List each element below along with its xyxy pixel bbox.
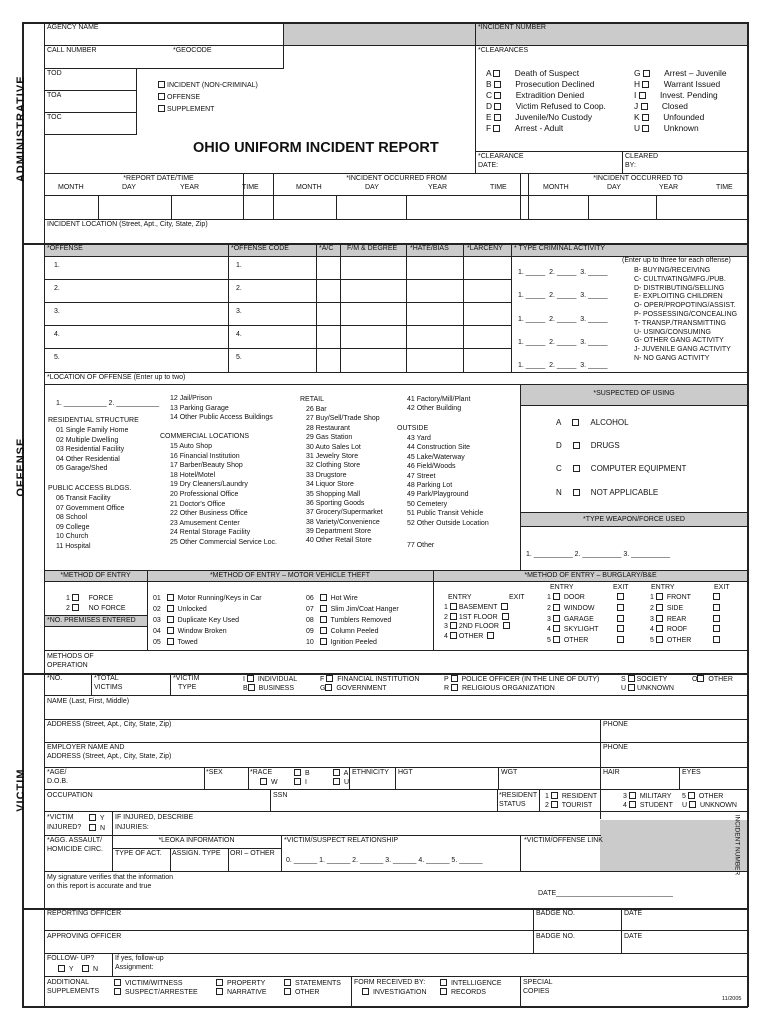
employer-label: EMPLOYER NAME AND [47, 744, 125, 751]
victim-no-label: *NO. [47, 675, 63, 682]
signature-verify-text: My signature verifies that the information [47, 874, 174, 881]
larceny-col-header: *LARCENY [467, 245, 503, 252]
mv-theft-options-right [306, 594, 399, 648]
victim-type-police[interactable]: P POLICE OFFICER (IN THE LINE OF DUTY) [444, 676, 600, 683]
offense-code-row-number: 3. [236, 308, 242, 315]
ethnicity-label: ETHNICITY [352, 769, 389, 776]
race-option-i[interactable]: I [294, 778, 307, 787]
administrative-section-label: ADMINISTRATIVE [14, 75, 27, 183]
mv-option[interactable]: 05 Towed [153, 638, 198, 646]
incident-type-checkbox-noncriminal[interactable]: INCIDENT (NON-CRIMINAL) [158, 81, 258, 90]
public-access-list: 06 Transit Facility 07 Government Office 08 School 09 College 10 Church 11 Hospital [56, 495, 125, 550]
offense-code-row-number: 4. [236, 331, 242, 338]
criminal-slots-row[interactable]: 1. _____ 2. _____ 3. _____ [518, 316, 608, 323]
offense-code-row-number: 1. [236, 262, 242, 269]
homicide-circ-label: HOMICIDE CIRC. [47, 846, 103, 853]
hair-label: HAIR [603, 769, 620, 776]
relationship-slots[interactable]: 0. ______ 1. ______ 2. ______ 3. ______ 4. ______ 5. ______ [286, 857, 483, 864]
victim-phone-label: PHONE [603, 721, 628, 728]
height-label: HGT [398, 769, 413, 776]
to-time-label: TIME [716, 184, 733, 191]
student-option[interactable]: 4 STUDENT [623, 802, 673, 809]
to-year-label: YEAR [659, 184, 679, 191]
fm-degree-col-header: F/M & DEGREE [347, 245, 398, 252]
suspected-option-not-applicable[interactable]: N NOT APPLICABLE [556, 488, 659, 497]
hate-bias-col-header: *HATE/BIAS [410, 245, 449, 252]
supp-other[interactable]: OTHER [284, 988, 319, 997]
criminal-activity-col-header: * TYPE CRIMINAL ACTIVITY [514, 245, 606, 252]
weapon-force-header: *TYPE WEAPON/FORCE USED [583, 516, 685, 523]
received-records[interactable]: RECORDS [440, 988, 486, 997]
methods-of-operation-label: METHODS OF [47, 653, 94, 660]
offense-code-col-header: *OFFENSE CODE [231, 245, 289, 252]
clearance-option[interactable]: C Extradition Denied [486, 90, 585, 101]
clearance-date-label-2: DATE: [478, 162, 499, 169]
mv-option[interactable]: 09 Column Peeled [306, 627, 379, 635]
side-option[interactable]: 3 REAR [650, 615, 687, 623]
cleared-by-label: CLEARED [625, 153, 659, 160]
report-year-label: YEAR [180, 184, 200, 191]
dob-label: D.O.B. [47, 778, 69, 785]
victim-type-label: *VICTIM [173, 675, 200, 682]
to-month-label: MONTH [543, 184, 569, 191]
employer-address-label: ADDRESS (Street, Apt., City, State, Zip) [47, 753, 172, 760]
report-month-label: MONTH [58, 184, 84, 191]
burglary-exit-checkboxes-1 [617, 593, 626, 646]
outside-title: OUTSIDE [397, 425, 429, 432]
criminal-slots-row[interactable]: 1. _____ 2. _____ 3. _____ [518, 362, 608, 369]
to-day-label: DAY [607, 184, 621, 191]
clearance-list-left [486, 69, 606, 136]
signature-verify-text-2: on this report is accurate and true [47, 883, 152, 890]
victim-address-label: ADDRESS (Street, Apt., City, State, Zip) [47, 721, 172, 728]
victim-suspect-relationship-label: *VICTIM/SUSPECT RELATIONSHIP [284, 837, 399, 844]
mv-option[interactable]: 06 Hot Wire [306, 595, 358, 602]
side-option[interactable]: 5 OTHER [650, 637, 692, 645]
toc-label: TOC [47, 114, 62, 121]
clearance-option[interactable]: E Juvenile/No Custody [486, 112, 593, 123]
victim-name-label: NAME (Last, First, Middle) [47, 698, 130, 705]
clearance-option[interactable]: J Closed [634, 101, 688, 112]
point-option[interactable]: 2 WINDOW [547, 604, 595, 612]
mv-option[interactable]: 01 Motor Running/Keys in Car [153, 595, 262, 602]
clearance-option[interactable]: D Victim Refused to Coop. [486, 101, 606, 112]
commercial-list: 15 Auto Shop 16 Financial Institution 17 Barber/Beauty Shop 18 Hotel/Motel 19 Dry Cleaners/Laundry 20 Professional Office 21 Doctor's Office 22 Other Business Office 23 Amusement Center 24 Rental Storage Facility 25 Other Commercial Service Loc. [170, 443, 277, 546]
victim-injured-label-2: INJURED? [47, 824, 82, 831]
agency-name-label: AGENCY NAME [47, 24, 99, 31]
reporting-badge-label: BADGE NO. [536, 910, 575, 917]
victim-type-other[interactable]: O OTHER [692, 676, 733, 683]
race-option-w[interactable]: W [260, 778, 278, 787]
suspected-of-using-header: *SUSPECTED OF USING [593, 390, 675, 397]
reporting-officer-label: REPORTING OFFICER [47, 910, 122, 917]
from-year-label: YEAR [428, 184, 448, 191]
point-option[interactable]: 4 SKYLIGHT [547, 626, 599, 634]
mv-option[interactable]: 03 Duplicate Key Used [153, 616, 240, 624]
point-option[interactable]: 1 DOOR [547, 594, 585, 601]
ori-other-label: ORI – OTHER [230, 850, 275, 857]
injured-no[interactable]: N [89, 824, 105, 833]
burglary-point-options [547, 593, 598, 646]
clearance-option[interactable]: K Unfounded [634, 112, 705, 123]
no-force-option[interactable]: 2 NO FORCE [66, 605, 126, 612]
race-option-b[interactable]: B [294, 769, 310, 778]
burglary-side-options [650, 593, 691, 646]
point-option[interactable]: 3 GARAGE [547, 615, 594, 623]
victim-type-label-2: TYPE [178, 684, 197, 691]
burglary-exit-label-2: EXIT [613, 584, 629, 591]
form-title: OHIO UNIFORM INCIDENT REPORT [193, 140, 439, 156]
clearance-option[interactable]: I Invest. Pending [634, 90, 718, 101]
signature-date-line[interactable]: DATE______________________________ [538, 890, 673, 897]
location-of-offense-header: *LOCATION OF OFFENSE (Enter up to two) [47, 374, 186, 381]
clearance-date-label: *CLEARANCE [478, 153, 524, 160]
received-investigation[interactable]: INVESTIGATION [362, 988, 427, 997]
mv-option[interactable]: 10 Ignition Peeled [306, 638, 377, 646]
offense-section-label: OFFENSE [14, 437, 27, 497]
victim-injured-label: *VICTIM [47, 814, 74, 821]
burglary-entry-header: *METHOD OF ENTRY – BURGLARY/B&E [524, 572, 657, 579]
victim-type-business[interactable]: B BUSINESS [243, 685, 295, 692]
approving-date-label: DATE [624, 933, 643, 940]
retail-list: 26 Bar 27 Buy/Sell/Trade Shop 28 Restaurant 29 Gas Station 30 Auto Sales Lot 31 Jewelry Store 32 Clothing Store 33 Drugstore 34 Liquor Store 35 Shopping Mall 36 Sporting Goods 37 Grocery/Supermarket 38 Variety/Convenience 39 Department Store 40 Other Retail Store [306, 406, 383, 545]
type-of-act-label: TYPE OF ACT. [115, 850, 162, 857]
side-option[interactable]: 2 SIDE [650, 604, 684, 612]
victim-type-individual[interactable]: I INDIVIDUAL [243, 676, 298, 683]
eyes-label: EYES [682, 769, 701, 776]
other-status-option[interactable]: 5 OTHER [682, 793, 724, 800]
exit-checkbox[interactable] [617, 636, 626, 646]
follow-up-label: FOLLOW- UP? [47, 955, 95, 962]
location-codes-12-14: 12 Jail/Prison 13 Parking Garage 14 Other Public Access Buildings [170, 395, 273, 422]
criminal-activity-codes: B- BUYING/RECEIVING C- CULTIVATING/MFG./PUB. D- DISTRIBUTING/SELLING E- EXPLOITING CHILDREN O- OPER/PROPOTING/ASSIST. P- POSSESSING/CONCEALING T- TRANSP./TRANSMITTING U- USING/CONSUMING G- OTHER GANG ACTIVITY J- JUVENILE GANG ACTIVITY N- NO GANG ACTIVITY [634, 267, 738, 362]
exit-checkbox[interactable] [713, 625, 722, 635]
race-label: *RACE [250, 769, 273, 776]
resident-status-label: *RESIDENT [499, 792, 538, 799]
mv-option[interactable]: 08 Tumblers Removed [306, 616, 392, 624]
point-option[interactable]: 5 OTHER [547, 637, 589, 645]
side-option[interactable]: 4 ROOF [650, 626, 688, 634]
toa-label: TOA [47, 92, 62, 99]
force-option[interactable]: 1 FORCE [66, 595, 114, 602]
exit-checkbox[interactable] [617, 615, 626, 625]
clearance-option[interactable]: G Arrest – Juvenile [634, 68, 727, 78]
resident-option[interactable]: 1 RESIDENT [545, 793, 598, 800]
report-date-header: *REPORT DATE/TIME [123, 175, 194, 182]
total-victims-label: *TOTAL [94, 675, 119, 682]
mv-option[interactable]: 04 Window Broken [153, 627, 227, 635]
offense-row-number: 4. [54, 331, 60, 338]
occurred-from-header: *INCIDENT OCCURRED FROM [346, 175, 447, 182]
special-copies-label-2: COPIES [523, 988, 550, 995]
methods-of-operation-label-2: OPERATION [47, 662, 88, 669]
exit-checkbox[interactable] [713, 604, 722, 614]
report-day-label: DAY [122, 184, 136, 191]
mv-theft-entry-header: *METHOD OF ENTRY – MOTOR VEHICLE THEFT [209, 572, 371, 579]
clearance-option[interactable]: H Warrant Issued [634, 79, 721, 90]
reporting-date-label: DATE [624, 910, 643, 917]
incident-type-checkbox-supplement[interactable]: SUPPLEMENT [158, 105, 214, 114]
clearance-option[interactable]: F Arrest - Adult [486, 123, 564, 134]
clearance-list-right [634, 69, 727, 136]
incident-location-label: INCIDENT LOCATION (Street, Apt., City, State, Zip) [47, 221, 208, 228]
race-option-a[interactable]: A [333, 769, 348, 778]
injuries-describe-label: IF INJURED, DESCRIBE [115, 814, 194, 821]
supp-statements[interactable]: STATEMENTS [284, 979, 341, 988]
agg-assault-label: *AGG. ASSAULT/ [47, 837, 103, 844]
tod-label: TOD [47, 70, 62, 77]
residential-title: RESIDENTIAL STRUCTURE [48, 417, 139, 424]
method-of-entry-header: *METHOD OF ENTRY [60, 572, 131, 579]
burglary-floor-options [444, 603, 512, 641]
offense-code-row-number: 2. [236, 285, 242, 292]
burglary-exit-label: EXIT [509, 594, 525, 601]
follow-up-assignment-label: Assignment: [115, 964, 154, 971]
clearances-label: *CLEARANCES [478, 47, 529, 54]
resident-status-label-2: STATUS [499, 801, 526, 808]
military-option[interactable]: 3 MILITARY [623, 793, 672, 800]
burglary-entry-label: ENTRY [448, 594, 472, 601]
from-month-label: MONTH [296, 184, 322, 191]
occurred-to-header: *INCIDENT OCCURRED TO [593, 175, 683, 182]
occupation-label: OCCUPATION [47, 792, 93, 799]
form-received-label: FORM RECEIVED BY: [354, 979, 426, 986]
special-copies-label: SPECIAL [523, 979, 553, 986]
cleared-by-label-2: BY: [625, 162, 636, 169]
tourist-option[interactable]: 2 TOURIST [545, 802, 593, 809]
clearance-option[interactable]: A Death of Suspect [486, 68, 580, 78]
offense-row-number: 2. [54, 285, 60, 292]
follow-up-no[interactable]: N [82, 965, 98, 974]
total-victims-label-2: VICTIMS [94, 684, 123, 691]
race-option-u[interactable]: U [333, 778, 349, 787]
ssn-label: SSN [273, 792, 288, 799]
call-number-label: CALL NUMBER [47, 47, 97, 54]
approving-badge-label: BADGE NO. [536, 933, 575, 940]
follow-up-yes[interactable]: Y [58, 965, 74, 974]
commercial-title: COMMERCIAL LOCATIONS [160, 433, 250, 440]
floor-option[interactable]: 1 BASEMENT [444, 603, 512, 613]
supp-property[interactable]: PROPERTY [216, 979, 265, 988]
suspected-option-computer[interactable]: C COMPUTER EQUIPMENT [556, 464, 687, 473]
weapon-force-slots[interactable]: 1. __________ 2. __________ 3. __________ [526, 551, 671, 558]
approving-officer-label: APPROVING OFFICER [47, 933, 122, 940]
burglary-entry-label-2: ENTRY [550, 584, 574, 591]
burglary-exit-label-3: EXIT [714, 584, 730, 591]
floor-option[interactable]: 2 1ST FLOOR [444, 613, 512, 623]
suspected-option-drugs[interactable]: D DRUGS [556, 441, 620, 450]
ac-col-header: *A/C [319, 245, 334, 252]
offense-col-header: *OFFENSE [47, 245, 83, 252]
outside-list: 43 Yard 44 Construction Site 45 Lake/Waterway 46 Field/Woods 47 Street 48 Parking Lot 49 Park/Playground 50 Cemetery 51 Public Transit Vehicle 52 Other Outside Location [407, 435, 489, 527]
burglary-entry-label-3: ENTRY [651, 584, 675, 591]
incident-type-checkbox-offense[interactable]: OFFENSE [158, 93, 200, 102]
incident-number-label: *INCIDENT NUMBER [478, 24, 546, 31]
location-entry-slots[interactable]: 1. ___________ 2. ___________ [56, 400, 160, 407]
offense-code-row-number: 5. [236, 354, 242, 361]
victim-offense-link-label: *VICTIM/OFFENSE LINK [524, 837, 603, 844]
unknown-status-option[interactable]: U UNKNOWN [682, 802, 737, 809]
supp-narrative[interactable]: NARRATIVE [216, 988, 267, 997]
premises-entered-label: *NO. PREMISES ENTERED [47, 617, 136, 624]
floor-option[interactable]: 4 OTHER [444, 632, 512, 642]
mv-option[interactable]: 02 Unlocked [153, 605, 207, 613]
weight-label: WGT [501, 769, 518, 776]
victim-section-label: VICTIM [14, 768, 27, 812]
location-code-77: 77 Other [407, 542, 435, 549]
assign-type-label: ASSIGN. TYPE [172, 850, 221, 857]
mv-option[interactable]: 07 Slim Jim/Coat Hanger [306, 605, 399, 613]
received-intelligence[interactable]: INTELLIGENCE [440, 979, 502, 988]
exit-checkbox[interactable] [617, 625, 626, 635]
criminal-slots-row[interactable]: 1. _____ 2. _____ 3. _____ [518, 292, 608, 299]
side-option[interactable]: 1 FRONT [650, 594, 691, 601]
floor-option[interactable]: 3 2ND FLOOR [444, 622, 512, 632]
employer-phone-label: PHONE [603, 744, 628, 751]
additional-supplements-label-2: SUPPLEMENTS [47, 988, 100, 995]
exit-checkbox[interactable] [713, 593, 722, 603]
clearance-option[interactable]: B Prosecution Declined [486, 79, 595, 90]
victim-type-financial[interactable]: F FINANCIAL INSTITUTION [320, 676, 420, 683]
public-access-title: PUBLIC ACCESS BLDGS. [48, 485, 132, 492]
exit-checkbox[interactable] [713, 615, 722, 625]
from-time-label: TIME [490, 184, 507, 191]
from-day-label: DAY [365, 184, 379, 191]
clearance-option[interactable]: U Unknown [634, 123, 699, 134]
additional-supplements-label: ADDITIONAL [47, 979, 90, 986]
residential-list: 01 Single Family Home 02 Multiple Dwelling 03 Residential Facility 04 Other Residential 05 Garage/Shed [56, 427, 129, 473]
exit-checkbox[interactable] [617, 593, 626, 603]
victim-type-government[interactable]: G GOVERNMENT [320, 685, 387, 692]
exit-checkbox[interactable] [713, 636, 722, 646]
offense-row-number: 5. [54, 354, 60, 361]
retail-title: RETAIL [300, 396, 324, 403]
injured-yes[interactable]: Y [89, 814, 105, 823]
location-codes-41-42: 41 Factory/Mill/Plant 42 Other Building [407, 396, 471, 413]
criminal-activity-instruction: (Enter up to three for each offense) [622, 257, 731, 264]
follow-up-if-yes-label: If yes, follow-up [115, 955, 164, 962]
incident-number-side-label: INCIDENT NUMBER [733, 814, 741, 876]
exit-checkbox[interactable] [617, 604, 626, 614]
form-revision-code: 11/2005 [722, 996, 742, 1002]
sex-label: *SEX [206, 769, 223, 776]
leoka-label: *LEOKA INFORMATION [158, 837, 235, 844]
mv-theft-options-left [153, 594, 262, 648]
age-label: *AGE/ [47, 769, 67, 776]
offense-row-number: 3. [54, 308, 60, 315]
geocode-label: *GEOCODE [173, 47, 212, 54]
report-time-label: TIME [242, 184, 259, 191]
criminal-slots-row[interactable]: 1. _____ 2. _____ 3. _____ [518, 269, 608, 276]
suspected-option-alcohol[interactable]: A ALCOHOL [556, 418, 629, 427]
criminal-slots-row[interactable]: 1. _____ 2. _____ 3. _____ [518, 339, 608, 346]
offense-row-number: 1. [54, 262, 60, 269]
injuries-label: INJURIES: [115, 824, 149, 831]
supp-suspect-arrestee[interactable]: SUSPECT/ARRESTEE [114, 988, 198, 997]
supp-victim-witness[interactable]: VICTIM/WITNESS [114, 979, 183, 988]
victim-type-religious[interactable]: R RELIGIOUS ORGANIZATION [444, 685, 555, 692]
victim-type-unknown[interactable]: U UNKNOWN [621, 685, 674, 692]
victim-type-society[interactable]: S SOCIETY [621, 676, 668, 683]
burglary-exit-checkboxes-2 [713, 593, 722, 646]
